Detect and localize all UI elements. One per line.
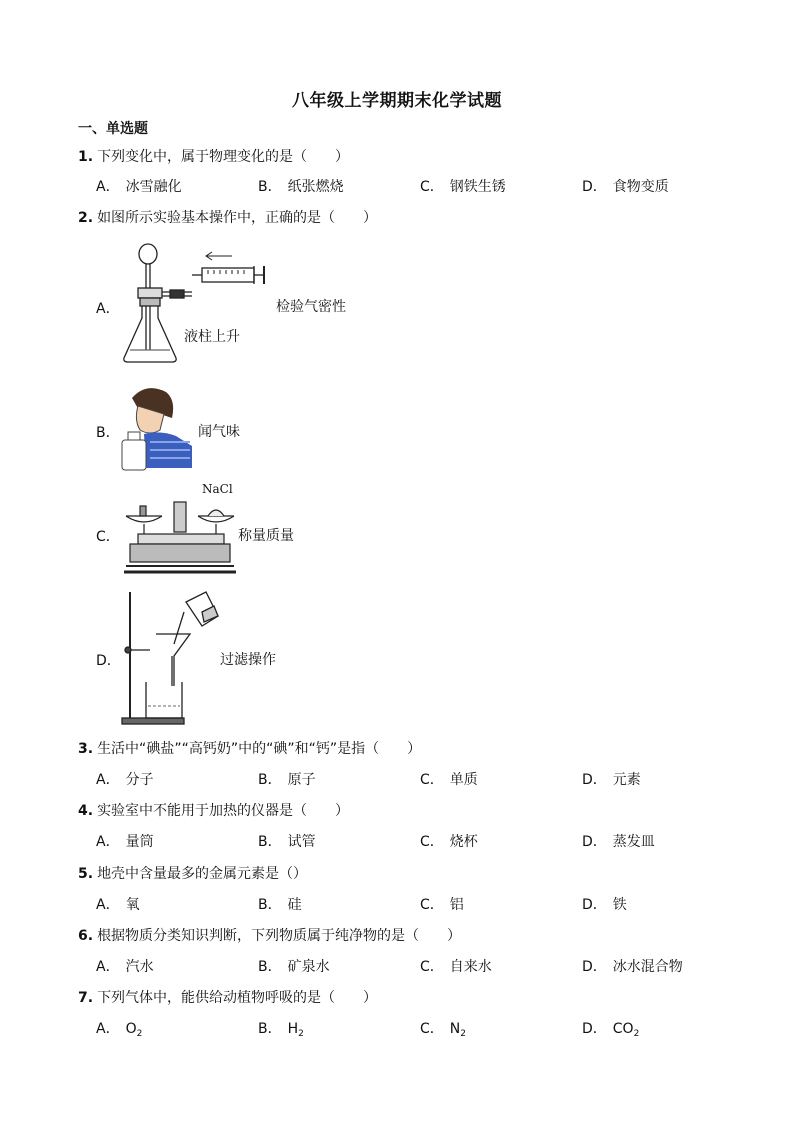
q7-option-d[interactable]: D． $CO_2$ <box>582 1021 640 1039</box>
question-5 <box>78 863 307 883</box>
smelling-person-figure <box>120 384 196 474</box>
q6-option-d[interactable]: D． 冰水混合物 <box>582 959 683 975</box>
q2-option-c[interactable]: C． <box>96 529 120 545</box>
question-3 <box>78 738 421 758</box>
q4-option-b[interactable]: B． 试管 <box>258 834 316 850</box>
q5-option-c[interactable]: C． 铝 <box>420 897 464 913</box>
question-6 <box>78 925 461 945</box>
question-text: 如图所示实验基本操作中，正确的是（ ） <box>97 210 378 226</box>
q1-option-d[interactable]: D． 食物变质 <box>582 179 669 195</box>
question-number: 1. <box>78 149 94 165</box>
question-number: 4. <box>78 803 94 819</box>
q5-option-b[interactable]: B． 硅 <box>258 897 302 913</box>
balance-scale-figure <box>122 494 238 576</box>
page-title: 八年级上学期期末化学试题 <box>292 91 502 111</box>
q2-option-c-caption: 称量质量 <box>238 528 294 544</box>
question-2 <box>78 207 377 227</box>
q2-option-b[interactable]: B． <box>96 425 120 441</box>
q7-option-b[interactable]: B． $H_2$ <box>258 1021 304 1039</box>
q6-option-b[interactable]: B． 矿泉水 <box>258 959 330 975</box>
q7-option-c[interactable]: C． $N_2$ <box>420 1021 466 1039</box>
q1-option-a[interactable]: A． 冰雪融化 <box>96 179 182 195</box>
question-7 <box>78 987 377 1007</box>
question-number: 3. <box>78 741 94 757</box>
section-heading: 一、单选题 <box>78 121 148 137</box>
q6-option-a[interactable]: A． 汽水 <box>96 959 154 975</box>
question-text: 下列气体中，能供给动植物呼吸的是（ ） <box>97 990 378 1006</box>
q2-option-d-caption: 过滤操作 <box>220 652 276 668</box>
question-number: 2. <box>78 210 94 226</box>
question-number: 6. <box>78 928 94 944</box>
q3-option-b[interactable]: B． 原子 <box>258 772 316 788</box>
question-1 <box>78 146 349 166</box>
q2-option-b-caption: 闻气味 <box>198 424 240 440</box>
question-number: 7. <box>78 990 94 1006</box>
q5-option-d[interactable]: D． 铁 <box>582 897 627 913</box>
question-text: 实验室中不能用于加热的仪器是（ ） <box>97 803 350 819</box>
filtration-apparatus-figure <box>120 588 224 728</box>
q4-option-c[interactable]: C． 烧杯 <box>420 834 478 850</box>
q1-option-b[interactable]: B． 纸张燃烧 <box>258 179 344 195</box>
airtightness-apparatus-figure <box>118 240 278 370</box>
question-number: 5. <box>78 866 94 882</box>
q3-option-a[interactable]: A． 分子 <box>96 772 154 788</box>
question-text: 生活中“碘盐”“高钙奶”中的“碘”和“钙”是指（ ） <box>97 741 422 757</box>
q5-option-a[interactable]: A． 氧 <box>96 897 140 913</box>
question-text: 地壳中含量最多的金属元素是（） <box>97 866 308 882</box>
nacl-label: NaCl <box>202 482 233 496</box>
question-text: 下列变化中，属于物理变化的是（ ） <box>97 149 350 165</box>
question-text: 根据物质分类知识判断，下列物质属于纯净物的是（ ） <box>97 928 462 944</box>
q4-option-a[interactable]: A． 量筒 <box>96 834 154 850</box>
q3-option-d[interactable]: D． 元素 <box>582 772 641 788</box>
q4-option-d[interactable]: D． 蒸发皿 <box>582 834 655 850</box>
q6-option-c[interactable]: C． 自来水 <box>420 959 492 975</box>
q2-option-d[interactable]: D． <box>96 653 121 669</box>
question-4 <box>78 800 349 820</box>
q7-option-a[interactable]: A． $O_2$ <box>96 1021 143 1039</box>
q2-option-a-caption: 检验气密性 <box>276 299 346 315</box>
q2-option-a[interactable]: A． <box>96 301 120 317</box>
q1-option-c[interactable]: C． 钢铁生锈 <box>420 179 506 195</box>
q3-option-c[interactable]: C． 单质 <box>420 772 478 788</box>
liquid-column-label: 液柱上升 <box>184 329 240 345</box>
